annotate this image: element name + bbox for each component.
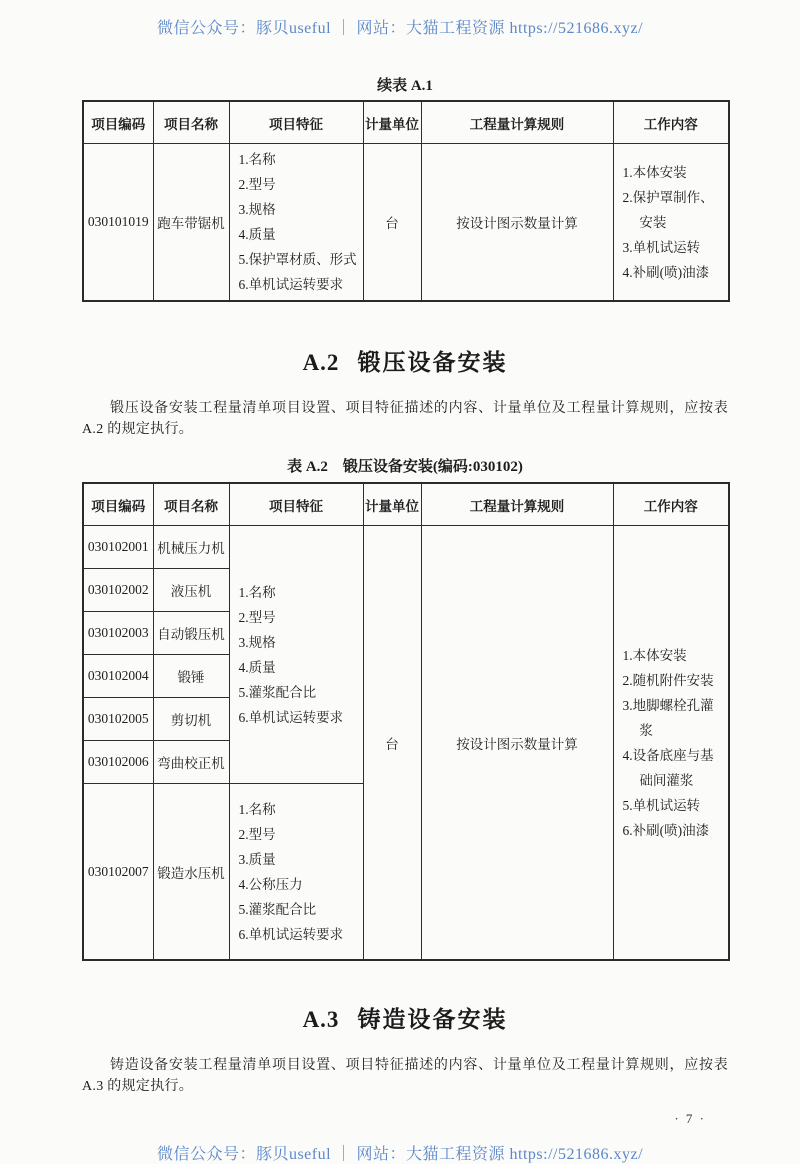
cell-project-code: 030102003 [83,612,153,655]
section-a2-number: A.2 [302,350,340,375]
cell-project-name: 自动锻压机 [153,612,229,655]
table-a1-continued-caption: 续表 A.1 [377,78,433,94]
list-item: 3.单机试运转 [622,239,701,255]
list-item: 1.本体安装 [622,164,687,180]
list-item: 5.灌浆配合比 [238,684,317,700]
cell-project-code: 030102001 [83,526,153,569]
cell-project-name: 液压机 [153,569,229,612]
list-item: 6.单机试运转要求 [238,709,344,725]
col-header-project-name: 项目名称 [153,483,229,526]
cell-work-content [613,144,729,302]
cell-unit: 台 [363,144,421,302]
list-item: 1.名称 [238,152,276,167]
cell-project-code: 030102004 [83,655,153,698]
list-item: 3.质量 [238,851,276,867]
list-item: 2.型号 [238,826,276,842]
cell-project-name: 跑车带锯机 [153,144,229,302]
section-a3-title: 铸造设备安装 [357,1007,508,1032]
list-item: 1.名称 [238,584,276,600]
section-a3-paragraph: 铸造设备安装工程量清单项目设置、项目特征描述的内容、计量单位及工程量计算规则，应按表 A.3 的规定执行。 [82,1058,728,1094]
list-item: 3.规格 [238,634,276,650]
list-item: 2.保护罩制作、安装 [622,189,714,230]
cell-project-name: 弯曲校正机 [153,741,229,784]
list-item: 1.本体安装 [622,647,687,663]
list-item: 1.名称 [238,801,276,817]
list-item: 4.设备底座与基础间灌浆 [622,747,714,788]
cell-project-code: 030102007 [83,784,153,961]
col-header-project-code: 项目编码 [83,483,153,526]
list-item: 2.型号 [238,609,276,625]
cell-project-name: 剪切机 [153,698,229,741]
section-a3-heading [82,1001,728,1034]
col-header-calc-rule: 工程量计算规则 [421,101,613,144]
table-row [83,144,729,302]
col-header-project-features: 项目特征 [229,483,363,526]
cell-project-code: 030101019 [83,144,153,302]
col-header-unit: 计量单位 [363,483,421,526]
list-item: 2.随机附件安装 [622,672,714,688]
cell-project-features-group1 [229,526,363,784]
cell-project-code: 030102002 [83,569,153,612]
list-item: 4.质量 [238,659,276,675]
col-header-work-content: 工作内容 [613,483,729,526]
col-header-project-code: 项目编码 [83,101,153,144]
cell-project-code: 030102006 [83,741,153,784]
top-banner-text: 微信公众号：豚贝useful ｜ 网站：大猫工程资源 https://521686.xyz/ [156,20,644,37]
col-header-unit: 计量单位 [363,101,421,144]
list-item: 3.地脚螺栓孔灌浆 [622,697,714,738]
table-a2-header-row [83,483,729,526]
page-number: · 7 · [674,1111,706,1126]
col-header-project-features: 项目特征 [229,101,363,144]
list-item: 6.单机试运转要求 [238,926,344,942]
col-header-project-name: 项目名称 [153,101,229,144]
work-list [614,643,729,843]
feature-list [230,580,363,730]
table-a1-continued [82,100,730,302]
cell-project-name: 锻造水压机 [153,784,229,961]
section-a2-paragraph: 锻压设备安装工程量清单项目设置、项目特征描述的内容、计量单位及工程量计算规则，应按表 A.2 的规定执行。 [82,401,728,437]
list-item: 5.单机试运转 [622,797,701,813]
list-item: 6.单机试运转要求 [238,277,344,292]
feature-list [230,797,363,947]
section-a3-number: A.3 [302,1007,340,1032]
list-item: 4.补刷(喷)油漆 [622,264,710,280]
list-item: 2.型号 [238,177,276,192]
table-a1-header-row [83,101,729,144]
feature-list [230,147,363,297]
work-list [614,160,729,285]
table-a2-caption: 表 A.2 锻压设备安装(编码:030102) [287,459,523,475]
list-item: 5.灌浆配合比 [238,901,317,917]
cell-project-code: 030102005 [83,698,153,741]
table-a2 [82,482,730,961]
list-item: 3.规格 [238,202,276,217]
table-row [83,526,729,569]
list-item: 4.质量 [238,227,276,242]
list-item: 4.公称压力 [238,876,303,892]
section-a2-heading [82,344,728,377]
section-a2-title: 锻压设备安装 [357,350,508,375]
cell-unit: 台 [363,526,421,961]
cell-calc-rule: 按设计图示数量计算 [421,144,613,302]
list-item: 6.补刷(喷)油漆 [622,822,710,838]
cell-project-name: 机械压力机 [153,526,229,569]
cell-work-content [613,526,729,961]
page-content [82,74,728,1127]
cell-calc-rule: 按设计图示数量计算 [421,526,613,961]
cell-project-features-group2 [229,784,363,961]
col-header-work-content: 工作内容 [613,101,729,144]
col-header-calc-rule: 工程量计算规则 [421,483,613,526]
bottom-banner-text: 微信公众号：豚贝useful ｜ 网站：大猫工程资源 https://521686.xyz/ [156,1146,644,1163]
cell-project-features [229,144,363,302]
cell-project-name: 锻锤 [153,655,229,698]
list-item: 5.保护罩材质、形式 [238,252,357,267]
